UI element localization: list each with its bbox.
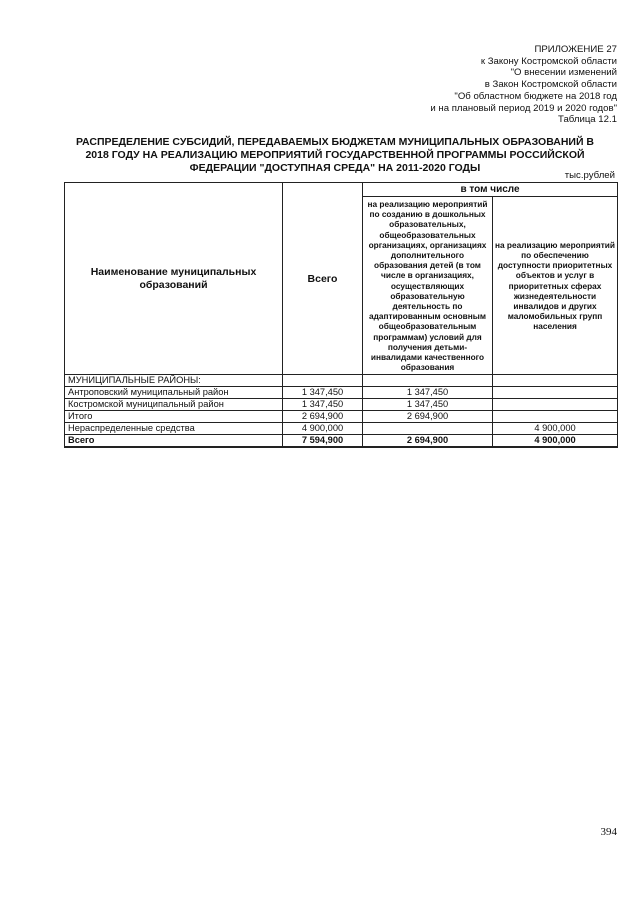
row-name: Костромской муниципальный район [65, 399, 283, 411]
row-col2 [493, 411, 618, 423]
header-total: Всего [283, 183, 363, 375]
units-label: тыс.рублей [564, 170, 615, 181]
appendix-line: Таблица 12.1 [558, 114, 617, 126]
header-including: в том числе [363, 183, 618, 197]
appendix-line: ПРИЛОЖЕНИЕ 27 [534, 44, 617, 55]
table-row-total [65, 435, 618, 448]
row-total: 7 594,900 [283, 435, 363, 448]
appendix-line: и на плановый период 2019 и 2020 годов" [430, 102, 617, 114]
appendix-line: к Закону Костромской области [480, 55, 617, 67]
header-accessibility-measures: на реализацию мероприятий по обеспечению доступности приоритетных объектов и услуг в приоритетных сферах жизнедеятельности инвалидов и других маломобильных групп населения [493, 197, 618, 375]
row-col1: 2 694,900 [363, 411, 493, 423]
row-col2: 4 900,000 [493, 435, 618, 448]
table-row [65, 399, 618, 411]
row-total: 1 347,450 [283, 399, 363, 411]
header-name: Наименование муниципальных образований [65, 183, 283, 375]
table-row [65, 387, 618, 399]
row-name: Итого [65, 411, 283, 423]
row-col2: 4 900,000 [493, 423, 618, 435]
title-line: ФЕДЕРАЦИИ "ДОСТУПНАЯ СРЕДА" НА 2011-2020 ГОДЫ [189, 162, 481, 174]
row-total [283, 375, 363, 387]
appendix-block [237, 44, 617, 126]
appendix-line: "О внесении изменений [510, 67, 617, 79]
appendix-line: в Закон Костромской области [484, 79, 617, 91]
document-title [70, 136, 600, 175]
row-total: 2 694,900 [283, 411, 363, 423]
row-total: 1 347,450 [283, 387, 363, 399]
title-line: 2018 ГОДУ НА РЕАЛИЗАЦИЮ МЕРОПРИЯТИЙ ГОСУДАРСТВЕННОЙ ПРОГРАММЫ РОССИЙСКОЙ [85, 149, 585, 161]
table-row [65, 423, 618, 435]
row-col2 [493, 375, 618, 387]
row-col2 [493, 399, 618, 411]
row-name: Антроповский муниципальный район [65, 387, 283, 399]
appendix-line: "Об областном бюджете на 2018 год [454, 90, 617, 102]
title-line: РАСПРЕДЕЛЕНИЕ СУБСИДИЙ, ПЕРЕДАВАЕМЫХ БЮДЖЕТАМ МУНИЦИПАЛЬНЫХ ОБРАЗОВАНИЙ В [75, 136, 595, 148]
row-col1: 1 347,450 [363, 399, 493, 411]
row-total: 4 900,000 [283, 423, 363, 435]
row-name: Всего [65, 435, 283, 448]
page-number: 394 [600, 826, 617, 838]
row-col1: 2 694,900 [363, 435, 493, 448]
subsidy-table [64, 182, 618, 448]
row-name: МУНИЦИПАЛЬНЫЕ РАЙОНЫ: [65, 375, 283, 387]
table-row [65, 375, 618, 387]
row-col2 [493, 387, 618, 399]
row-col1 [363, 375, 493, 387]
row-name: Нераспределенные средства [65, 423, 283, 435]
header-education-measures: на реализацию мероприятий по созданию в дошкольных образовательных, общеобразовательных организациях, организациях дополнительного образования детей (в том числе в организациях, осуществляющих образовательную деятельность по адаптированным основным общеобразовательным программам) условий для получения детьми-инвалидами качественного образования [363, 197, 493, 375]
row-col1 [363, 423, 493, 435]
table-row [65, 411, 618, 423]
row-col1: 1 347,450 [363, 387, 493, 399]
